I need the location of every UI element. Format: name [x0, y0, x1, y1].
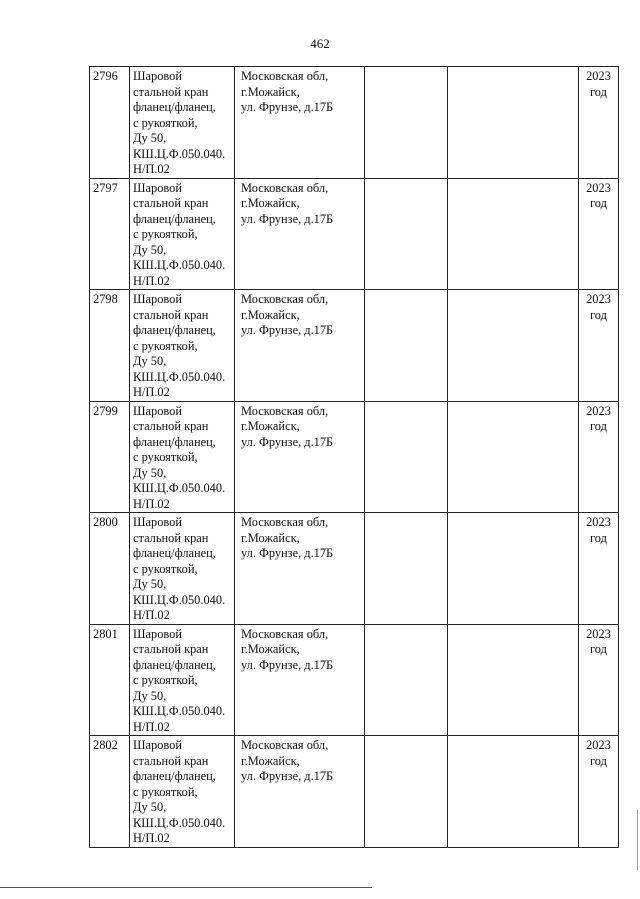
cell-item: Шаровой стальной кран фланец/фланец, с рукояткой, Ду 50, КШ.Ц.Ф.050.040. Н/П.02 [130, 513, 235, 625]
cell-empty-1 [365, 67, 448, 179]
cell-year: 2023 год [579, 624, 619, 736]
equipment-table [89, 66, 619, 848]
table-row [90, 736, 619, 848]
cell-address: Московская обл, г.Можайск, ул. Фрунзе, д.17Б [235, 67, 365, 179]
table-row [90, 290, 619, 402]
cell-empty-1 [365, 624, 448, 736]
cell-empty-1 [365, 290, 448, 402]
cell-year: 2023 год [579, 736, 619, 848]
table-row [90, 513, 619, 625]
cell-address: Московская обл, г.Можайск, ул. Фрунзе, д.17Б [235, 401, 365, 513]
cell-address: Московская обл, г.Можайск, ул. Фрунзе, д.17Б [235, 736, 365, 848]
cell-year: 2023 год [579, 290, 619, 402]
cell-year: 2023 год [579, 401, 619, 513]
table-row [90, 401, 619, 513]
cell-year: 2023 год [579, 513, 619, 625]
cell-empty-1 [365, 513, 448, 625]
table-row [90, 67, 619, 179]
cell-address: Московская обл, г.Можайск, ул. Фрунзе, д.17Б [235, 513, 365, 625]
cell-empty-1 [365, 736, 448, 848]
cell-year: 2023 год [579, 67, 619, 179]
cell-number: 2798 [90, 290, 130, 402]
page-number: 462 [310, 36, 330, 51]
table-row [90, 624, 619, 736]
cell-address: Московская обл, г.Можайск, ул. Фрунзе, д.17Б [235, 178, 365, 290]
scan-edge-line [637, 810, 638, 870]
bottom-divider [0, 887, 372, 888]
cell-empty-2 [448, 624, 579, 736]
cell-empty-2 [448, 67, 579, 179]
cell-empty-2 [448, 401, 579, 513]
cell-empty-2 [448, 736, 579, 848]
table-row [90, 178, 619, 290]
cell-address: Московская обл, г.Можайск, ул. Фрунзе, д.17Б [235, 290, 365, 402]
cell-empty-2 [448, 178, 579, 290]
cell-number: 2796 [90, 67, 130, 179]
cell-empty-1 [365, 178, 448, 290]
cell-number: 2797 [90, 178, 130, 290]
cell-empty-2 [448, 513, 579, 625]
cell-item: Шаровой стальной кран фланец/фланец, с рукояткой, Ду 50, КШ.Ц.Ф.050.040. Н/П.02 [130, 290, 235, 402]
cell-item: Шаровой стальной кран фланец/фланец, с рукояткой, Ду 50, КШ.Ц.Ф.050.040. Н/П.02 [130, 401, 235, 513]
cell-number: 2800 [90, 513, 130, 625]
cell-number: 2802 [90, 736, 130, 848]
table-body [90, 67, 619, 848]
cell-number: 2799 [90, 401, 130, 513]
cell-item: Шаровой стальной кран фланец/фланец, с рукояткой, Ду 50, КШ.Ц.Ф.050.040. Н/П.02 [130, 178, 235, 290]
cell-item: Шаровой стальной кран фланец/фланец, с рукояткой, Ду 50, КШ.Ц.Ф.050.040. Н/П.02 [130, 736, 235, 848]
cell-item: Шаровой стальной кран фланец/фланец, с рукояткой, Ду 50, КШ.Ц.Ф.050.040. Н/П.02 [130, 67, 235, 179]
cell-item: Шаровой стальной кран фланец/фланец, с рукояткой, Ду 50, КШ.Ц.Ф.050.040. Н/П.02 [130, 624, 235, 736]
cell-empty-2 [448, 290, 579, 402]
cell-number: 2801 [90, 624, 130, 736]
cell-empty-1 [365, 401, 448, 513]
cell-year: 2023 год [579, 178, 619, 290]
cell-address: Московская обл, г.Можайск, ул. Фрунзе, д.17Б [235, 624, 365, 736]
